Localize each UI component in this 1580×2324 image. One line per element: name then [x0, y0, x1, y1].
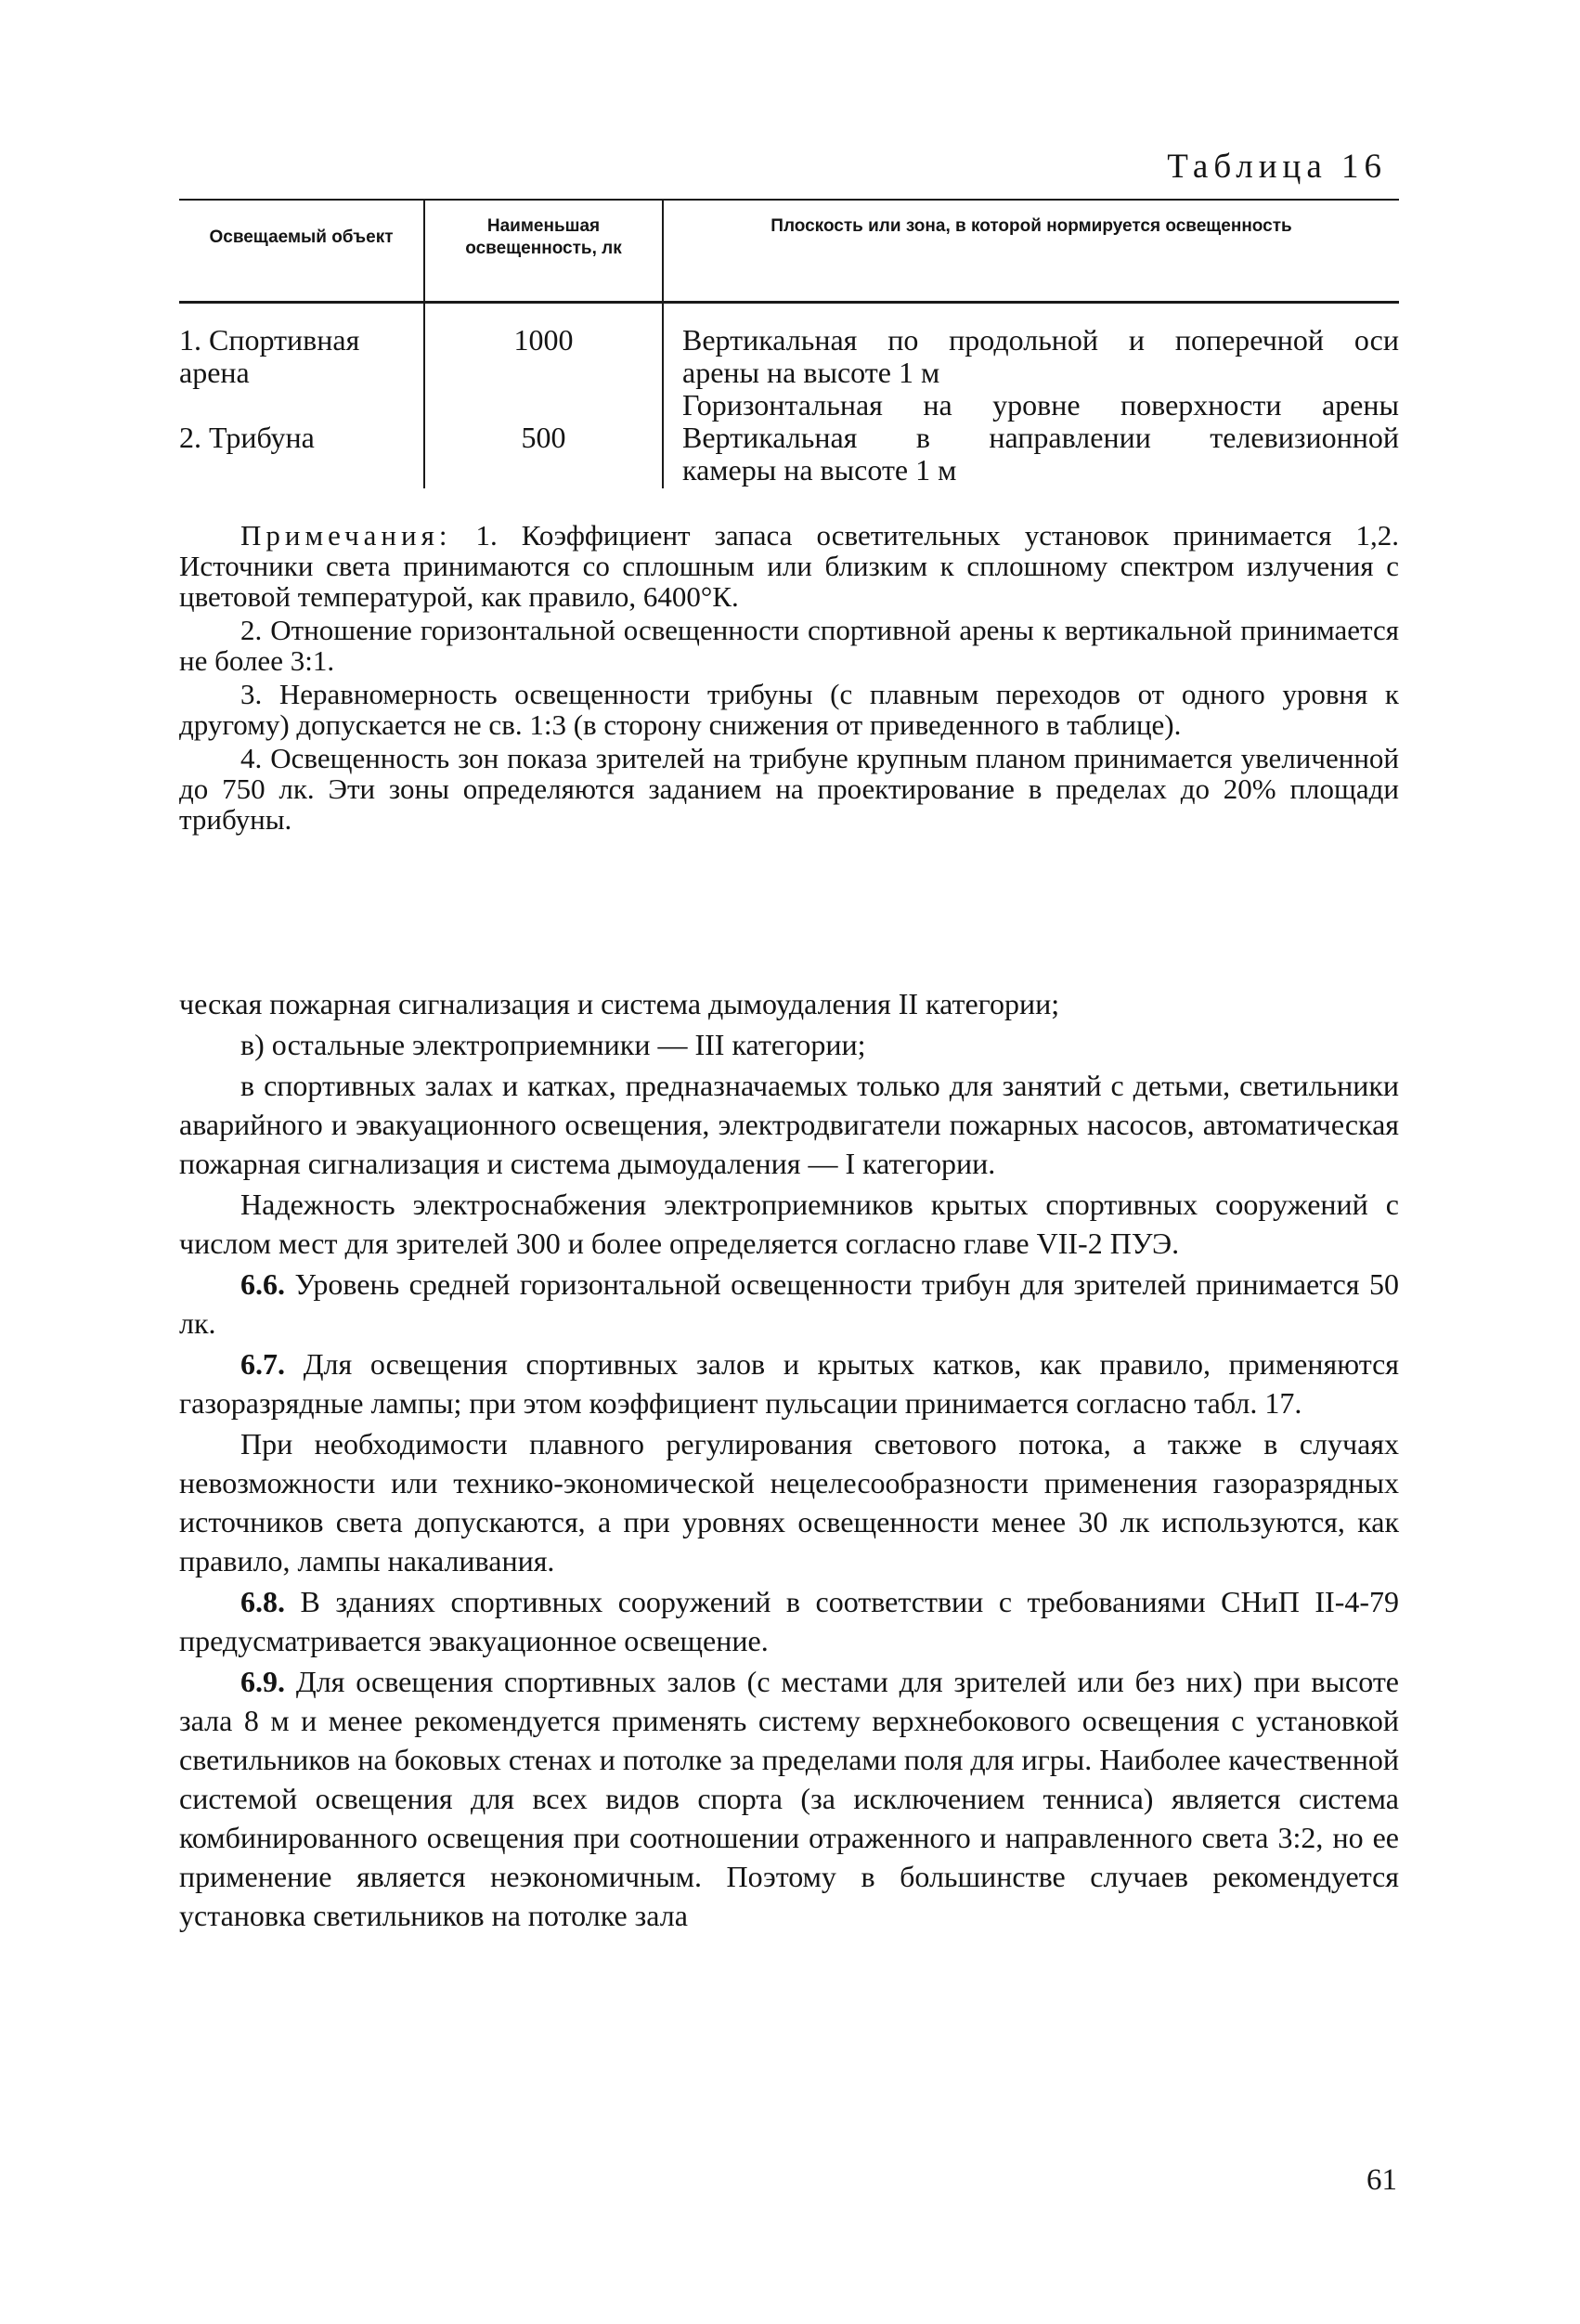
clause-number: 6.6.	[240, 1267, 285, 1301]
paragraph: в спортивных залах и катках, предназначаемых только для занятий с детьми, светильники аварийного и эвакуационного освещения, электродвигатели пожарных насосов, автоматическая пожарная сигнализация и система дымоудаления — I категории.	[179, 1069, 1399, 1180]
note-4: 4. Освещенность зон показа зрителей на трибуне крупным планом принимается увеличенной до 750 лк. Эти зоны определяются заданием на проектирование в пределах до 20% площади трибуны.	[179, 742, 1399, 836]
paragraph: ческая пожарная сигнализация и система дымоудаления II категории;	[179, 987, 1060, 1020]
column-divider	[662, 199, 664, 488]
row1-object: 1. Спортивная арена	[179, 323, 360, 389]
table-header-rule	[179, 301, 1399, 304]
clause-number: 6.8.	[240, 1585, 285, 1618]
page-number: 61	[1366, 2163, 1397, 2197]
table-notes	[179, 520, 1399, 837]
note-2: 2. Отношение горизонтальной освещенности спортивной арены к вертикальной принимается не более 3:1.	[179, 614, 1399, 677]
clause-text: Для освещения спортивных залов (с местами для зрителей или без них) при высоте зала 8 м и менее рекомендуется применять систему верхнебокового освещения с установкой светильников на боковых стенах и потолке за пределами поля для игры. Наиболее качественной системой освещения для всех видов спорта (за исключением тенниса) является система комбинированного освещения при соотношении отраженного и направленного света 3:2, но ее применение является неэкономичным. Поэтому в большинстве случаев рекомендуется установка светильников на потолке зала	[179, 1665, 1400, 1932]
clause-text: Для освещения спортивных залов и крытых катков, как правило, применяются газоразрядные лампы; при этом коэффициент пульсации принимается согласно табл. 17.	[179, 1347, 1400, 1420]
paragraph	[179, 1662, 1399, 1935]
clause-number: 6.7.	[240, 1347, 285, 1381]
table-top-rule	[179, 199, 1399, 201]
clause-text: В зданиях спортивных сооружений в соответствии с требованиями СНиП II-4-79 предусматривается эвакуационное освещение.	[179, 1585, 1400, 1657]
header-object: Освещаемый объект	[209, 227, 394, 247]
row2-object: 2. Трибуна	[179, 421, 315, 454]
row1-plane-line: арены на высоте 1 м	[682, 356, 940, 389]
table-caption: Таблица 16	[1167, 148, 1387, 186]
row1-plane-line: Вертикальная по продольной и поперечной оси	[682, 323, 1399, 357]
paragraph: в) остальные электроприемники — III категории;	[240, 1028, 866, 1061]
paragraph: При необходимости плавного регулирования светового потока, а также в случаях невозможности или технико-экономической нецелесообразности применения газоразрядных источников света допускаются, а при уровнях освещенности менее 30 лк используются, как правило, лампы накаливания.	[179, 1427, 1399, 1577]
note-1	[179, 520, 1399, 612]
clause-text: Уровень средней горизонтальной освещенности трибун для зрителей принимается 50 лк.	[179, 1267, 1400, 1340]
header-illuminance: Наименьшая освещенность, лк	[465, 216, 622, 258]
notes-label: Примечания:	[240, 519, 452, 552]
clause-number: 6.9.	[240, 1665, 285, 1698]
row2-illuminance: 500	[521, 421, 566, 454]
row2-plane-line: камеры на высоте 1 м	[682, 453, 957, 487]
note-1-text: 1. Коэффициент запаса осветительных установок принимается 1,2. Источники света принимаются со сплошным или близким к сплошному спектром излучения с цветовой температурой, как правило, 6400°К.	[179, 519, 1399, 613]
note-3: 3. Неравномерность освещенности трибуны (с плавным переходов от одного уровня к другому) допускается не св. 1:3 (в сторону снижения от приведенного в таблице).	[179, 678, 1399, 741]
row2-plane-line: Вертикальная в направлении телевизионной	[682, 421, 1399, 454]
paragraph	[179, 1265, 1399, 1343]
paragraph: Надежность электроснабжения электроприемников крытых спортивных сооружений с числом мест для зрителей 300 и более определяется согласно главе VII-2 ПУЭ.	[179, 1188, 1399, 1260]
paragraph	[179, 1582, 1399, 1660]
header-plane: Плоскость или зона, в которой нормируется освещенность	[771, 216, 1292, 236]
row1-illuminance: 1000	[513, 323, 574, 357]
row1-plane-line: Горизонтальная на уровне поверхности арены	[682, 388, 1399, 422]
body-text	[179, 984, 1399, 1937]
paragraph	[179, 1344, 1399, 1422]
